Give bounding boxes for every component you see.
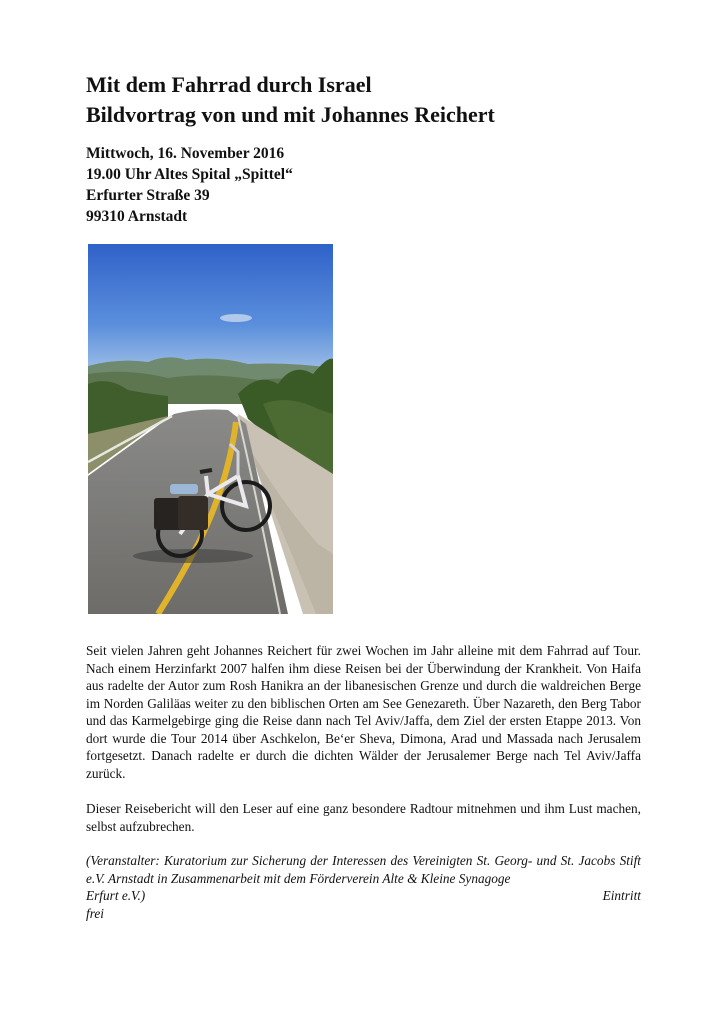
page-title [86,70,686,130]
event-details [86,143,586,227]
title-line-2: Bildvortrag von und mit Johannes Reichert [86,102,495,127]
entry-info [86,887,641,922]
event-city: 99310 Arnstadt [86,208,188,225]
entry-label: Eintritt [602,888,641,903]
organizer-note: (Veranstalter: Kuratorium zur Sicherung der Interessen des Vereinigten St. Georg- und St. Jacobs Stift e.V. Arnstadt in Zusammenarbeit mit dem Förderverein Alte & Kleine Synagoge [86,853,641,886]
description-paragraph-2: Dieser Reisebericht will den Leser auf eine ganz besondere Radtour mitnehmen und ihm Lust machen, selbst aufzubrechen. [86,801,641,834]
event-date: Mittwoch, 16. November 2016 [86,145,285,162]
title-line-1: Mit dem Fahrrad durch Israel [86,72,372,97]
bicycle-road-photo [88,244,333,614]
organizer-note-end: Erfurt e.V.) [86,888,146,903]
description-paragraph-1: Seit vielen Jahren geht Johannes Reichert für zwei Wochen im Jahr alleine mit dem Fahrrad auf Tour. Nach einem Herzinfarkt 2007 halfen ihm diese Reisen bei der Überwindung der Krankheit. Von Haifa aus radelte der Autor zum Rosh Hanikra an der libanesischen Grenze und durch die waldreichen Berge im Norden Galiläas weiter zu den biblischen Orten am See Genezareth. Über Nazareth, den Berg Tabor und das Karmelgebirge ging die Reise dann nach Tel Aviv/Jaffa, dem Ziel der ersten Etappe 2013. Von dort wurde die Tour 2014 über Aschkelon, Be‘er Sheva, Dimona, Arad und Massada nach Jerusalem fortgesetzt. Danach radelte er durch die dichten Wälder der Jerusalemer Berge nach Tel Aviv/Jaffa zurück. [86,643,641,781]
event-street: Erfurter Straße 39 [86,187,210,204]
event-time-place: 19.00 Uhr Altes Spital „Spittel“ [86,166,293,183]
entry-value: frei [86,905,104,921]
